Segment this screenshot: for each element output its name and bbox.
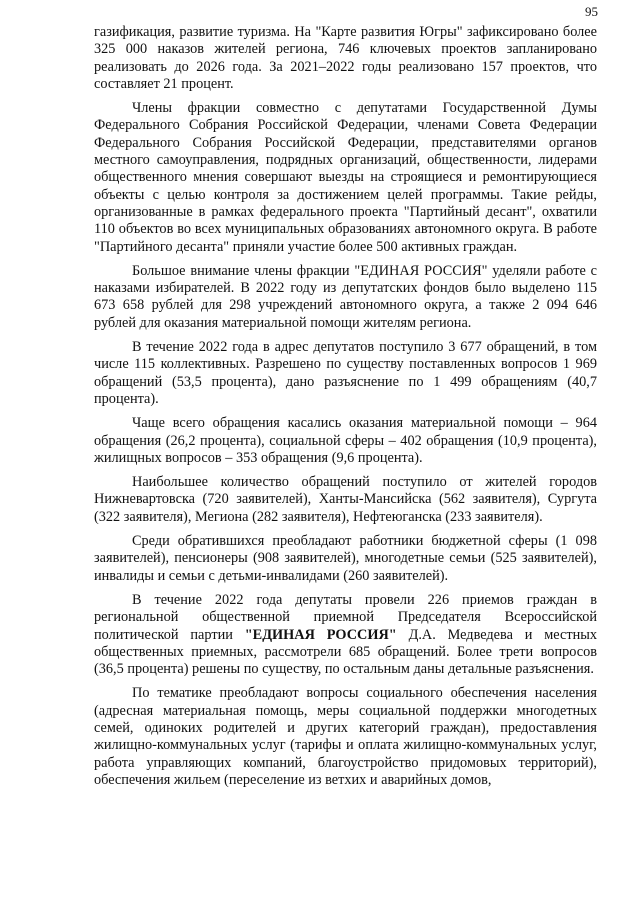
paragraph-topics-overview: По тематике преобладают вопросы социального обеспечения населения (адресная материальная помощь, меры социальной поддержки многодетных семей, одиноких родителей и других категорий граждан), предоставления жилищно-коммунальных услуг (тарифы и оплата жилищно-коммунальных услуг, работа управляющих компаний, благоустройство придомовых территорий), обеспечения жильем (переселение из ветхих и аварийных домов, — [94, 685, 597, 788]
paragraph-continuation: газификация, развитие туризма. На "Карте развития Югры" зафиксировано более 325 000 наказов жителей региона, 746 ключевых проектов запланировано реализовать до 2026 года. За 2021–2022 годы реализовано 157 проектов, что составляет 21 процент. — [94, 24, 597, 92]
party-name: "ЕДИНАЯ РОССИЯ" — [244, 626, 397, 643]
reception-text-before: В течение 2022 года депутаты провели 226 приемов граждан в региональной общественной приемной Председателя Всероссийской политической партии — [94, 591, 597, 643]
paragraph-appellant-groups: Среди обратившихся преобладают работники бюджетной сферы (1 098 заявителей), пенсионеры (908 заявителей), многодетные семьи (525 заявителей), инвалиды и семьи с детьми-инвалидами (260 заявителей). — [94, 533, 597, 584]
document-body — [94, 24, 597, 796]
paragraph-voter-mandates: Большое внимание члены фракции "ЕДИНАЯ РОССИЯ" уделяли работе с наказами избирателей. В 2022 году из депутатских фондов было выделено 115 673 658 рублей для 298 учреждений автономного округа, а также 2 094 646 рублей для оказания материальной помощи жителям региона. — [94, 262, 597, 331]
paragraph-appeals-total: В течение 2022 года в адрес депутатов поступило 3 677 обращений, в том числе 115 коллективных. Разрешено по существу поставленных вопросов 1 969 обращений (53,5 процента), дано разъяснение по 1 499 обращениям (40,7 процента). — [94, 339, 597, 407]
reception-text-after: Д.А. Медведева и местных общественных приемных, рассмотрели 685 обращений. Более трети вопросов (36,5 процента) решены по существу, по остальным даны детальные разъяснения. — [94, 626, 597, 678]
paragraph-appeals-cities: Наибольшее количество обращений поступило от жителей городов Нижневартовска (720 заявителей), Ханты-Мансийска (562 заявителя), Сургута (322 заявителя), Мегиона (282 заявителя), Нефтеюганска (233 заявителя). — [94, 474, 597, 525]
paragraph-party-landing: Члены фракции совместно с депутатами Государственной Думы Федерального Собрания Российской Федерации, членами Совета Федерации Федерального Собрания Российской Федерации, представителями органов местного самоуправления, подрядных организаций, общественности, лидерами общественного мнения совершают выезды на строящиеся и ремонтирующиеся объекты с целью контроля за достижением целей программы. Такие рейды, организованные в рамках федерального проекта "Партийный десант", охватили 110 объектов во всех муниципальных образованиях автономного округа. В работе "Партийного десанта" приняли участие более 500 активных граждан. — [94, 100, 597, 255]
paragraph-appeals-topics: Чаще всего обращения касались оказания материальной помощи – 964 обращения (26,2 процента), социальной сферы – 402 обращения (10,9 процента), жилищных вопросов – 353 обращения (9,6 процента). — [94, 415, 597, 466]
paragraph-reception-office — [94, 592, 597, 678]
page-number: 95 — [585, 4, 598, 19]
